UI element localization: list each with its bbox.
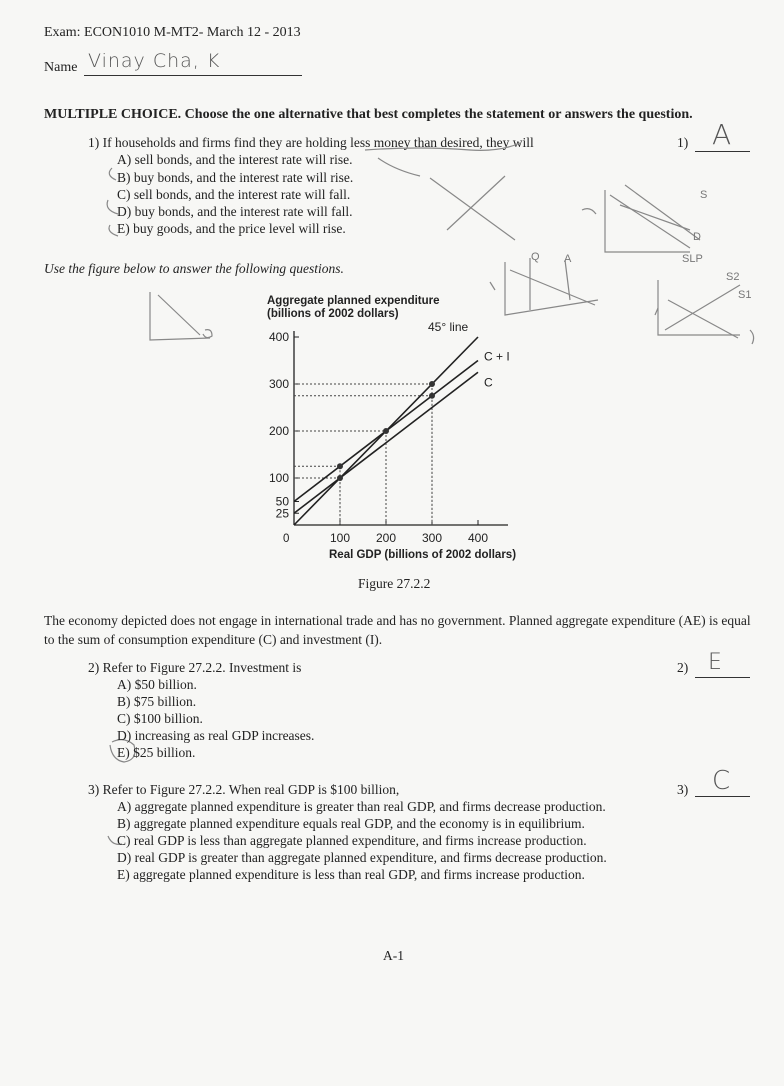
- y-tick-label-100: 100: [268, 471, 289, 485]
- q3-text: 3) Refer to Figure 27.2.2. When real GDP is $100 billion,: [88, 782, 400, 797]
- chart-xlabel: Real GDP (billions of 2002 dollars): [329, 549, 517, 561]
- q1-text: 1) If households and firms find they are holding less money than desired, they will: [88, 135, 534, 150]
- svg-text:S1: S1: [738, 289, 752, 301]
- equilibrium-point-3: [429, 393, 435, 399]
- svg-text:Q: Q: [531, 251, 540, 263]
- y-tick-label-400: 400: [268, 330, 289, 344]
- instructions: MULTIPLE CHOICE. Choose the one alternative that best completes the statement or answers the question.: [44, 107, 693, 122]
- series-label-2: C: [484, 375, 493, 390]
- equilibrium-point-1: [337, 463, 343, 469]
- q1-option-e: E) buy goods, and the price level will rise.: [117, 221, 346, 236]
- y-tick-label-25: 25: [275, 506, 289, 521]
- q2-option-a: A) $50 billion.: [117, 677, 197, 692]
- y-tick-label-200: 200: [268, 424, 289, 438]
- equilibrium-point-2: [383, 428, 389, 434]
- svg-text:D: D: [693, 231, 701, 243]
- q1-handwritten-answer: A: [712, 118, 732, 151]
- q3-handwritten-answer: C: [712, 766, 731, 796]
- q3-answer-line: [695, 796, 750, 797]
- q1-option-a: A) sell bonds, and the interest rate will rise.: [117, 152, 353, 167]
- series-label-1: C + I: [484, 349, 510, 364]
- q1-number: 1): [677, 135, 689, 150]
- name-label: Name: [44, 60, 78, 75]
- svg-text:A: A: [564, 253, 572, 265]
- q2-handwritten-answer: E: [708, 650, 722, 675]
- q2-option-e: E) $25 billion.: [117, 745, 196, 760]
- series-label-0: 45° line: [428, 320, 469, 334]
- q3-option-e: E) aggregate planned expenditure is less than real GDP, and firms increase production.: [117, 867, 585, 882]
- q1-option-b: B) buy bonds, and the interest rate will rise.: [117, 170, 354, 185]
- q3-option-c: C) real GDP is less than aggregate planned expenditure, and firms increase production.: [117, 833, 587, 848]
- q2-option-d: D) increasing as real GDP increases.: [117, 728, 315, 743]
- q1-option-d: D) buy bonds, and the interest rate will fall.: [117, 204, 353, 219]
- q3-option-a: A) aggregate planned expenditure is greater than real GDP, and firms decrease production.: [117, 799, 606, 814]
- exam-title: Exam: ECON1010 M-MT2- March 12 - 2013: [44, 25, 301, 40]
- svg-text:S2: S2: [726, 271, 740, 283]
- x-tick-label-300: 300: [421, 531, 443, 545]
- context-paragraph: [44, 611, 754, 649]
- q2-answer-line: [695, 677, 750, 678]
- q2-number: 2): [677, 660, 689, 675]
- figure-caption: Figure 27.2.2: [358, 576, 431, 591]
- equilibrium-point-0: [337, 475, 343, 481]
- chart-origin-label: 0: [283, 533, 290, 545]
- x-tick-label-400: 400: [467, 531, 489, 545]
- y-tick-label-50: 50: [275, 494, 289, 509]
- q2-text: 2) Refer to Figure 27.2.2. Investment is: [88, 660, 302, 675]
- q2-option-b: B) $75 billion.: [117, 694, 197, 709]
- name-handwriting: Vinay Cha, K: [88, 50, 221, 72]
- y-tick-label-300: 300: [268, 377, 289, 391]
- svg-text:S: S: [700, 189, 708, 201]
- aggregate-expenditure-chart: [250, 290, 540, 570]
- figure-intro: Use the figure below to answer the following questions.: [44, 261, 344, 276]
- page-number: A-1: [383, 948, 404, 963]
- q3-option-d: D) real GDP is greater than aggregate planned expenditure, and firms decrease production.: [117, 850, 607, 865]
- q1-option-c: C) sell bonds, and the interest rate will fall.: [117, 187, 351, 202]
- q2-option-c: C) $100 billion.: [117, 711, 203, 726]
- equilibrium-point-4: [429, 381, 435, 387]
- x-tick-label-100: 100: [329, 531, 351, 545]
- q3-option-b: B) aggregate planned expenditure equals real GDP, and the economy is in equilibrium.: [117, 816, 585, 831]
- svg-text:SLP: SLP: [682, 253, 703, 265]
- chart-ylabel-line2: (billions of 2002 dollars): [267, 308, 399, 320]
- q3-number: 3): [677, 782, 689, 797]
- context-text: The economy depicted does not engage in international trade and has no government. Planned aggregate expenditure (AE) is equal to the sum of consumption expenditure (C) and investment (I).: [44, 613, 751, 647]
- chart-ylabel-line1: Aggregate planned expenditure: [267, 295, 440, 307]
- x-tick-label-200: 200: [375, 531, 397, 545]
